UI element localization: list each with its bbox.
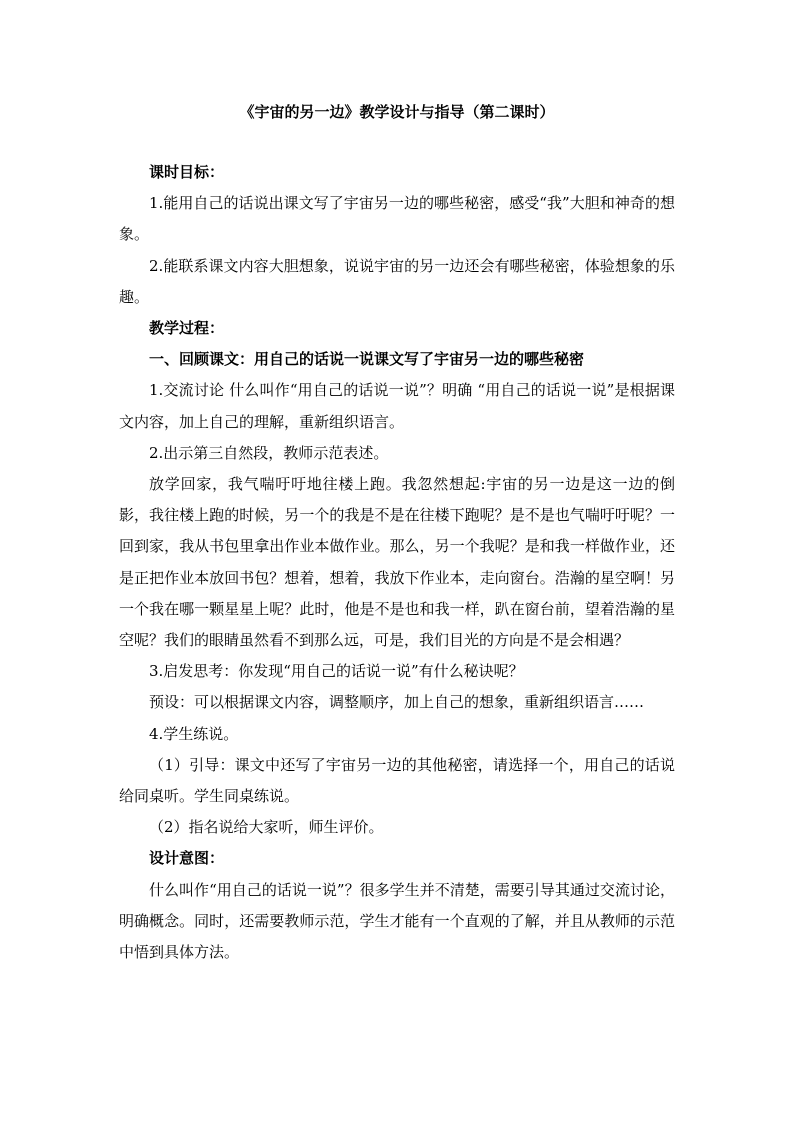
design-intent-paragraph: 什么叫作“用自己的话说一说”？很多学生并不清楚，需要引导其通过交流讨论，明确概念。同时，还需要教师示范，学生才能有一个直观的了解，并且从教师的示范中悟到具体方法。 <box>119 880 675 962</box>
step-heading-review: 一、回顾课文：用自己的话说一说课文写了宇宙另一边的哪些秘密 <box>149 350 585 369</box>
practice-sub-item-1: （1）引导：课文中还写了宇宙另一边的其他秘密，请选择一个，用自己的话说给同桌听。学生同桌练说。 <box>119 755 675 806</box>
step-item-demonstration: 2.出示第三自然段，教师示范表述。 <box>149 443 389 462</box>
section-heading-objectives: 课时目标： <box>149 163 225 181</box>
objective-item-1: 1.能用自己的话说出课文写了宇宙另一边的哪些秘密，感受“我”大胆和神奇的想象。 <box>119 194 675 244</box>
step-item-discussion: 1.交流讨论 什么叫作“用自己的话说一说”？明确 “用自己的话说一说”是根据课文内容，加上自己的理解，重新组织语言。 <box>119 381 675 431</box>
practice-sub-item-2: （2）指名说给大家听，师生评价。 <box>149 818 384 837</box>
sample-narrative-paragraph: 放学回家，我气喘吁吁地往楼上跑。我忽然想起:宇宙的另一边是这一边的倒影，我往楼上跑的时候，另一个的我是不是在往楼下跑呢？是不是也气喘吁吁呢？一回到家，我从书包里拿出作业本做作业。那么，另一个我呢？是和我一样做作业，还是正把作业本放回书包？想着，想着，我放下作业本，走向窗台。浩瀚的星空啊！另一个我在哪一颗星星上呢？此时，他是不是也和我一样，趴在窗台前，望着浩瀚的星空呢？我们的眼睛虽然看不到那么远，可是，我们目光的方向是不是会相遇？ <box>119 475 675 650</box>
objective-item-2: 2.能联系课文内容大胆想象，说说宇宙的另一边还会有哪些秘密，体验想象的乐趣。 <box>119 256 675 306</box>
document-body <box>119 157 675 968</box>
section-heading-design-intent: 设计意图： <box>149 849 225 868</box>
step-item-practice: 4.学生练说。 <box>149 724 239 743</box>
step-item-think: 3.启发思考：你发现“用自己的话说一说”有什么秘诀呢？ <box>149 662 524 681</box>
preset-answer: 预设：可以根据课文内容，调整顺序，加上自己的想象，重新组织语言…… <box>149 693 645 712</box>
section-heading-process: 教学过程： <box>149 319 225 338</box>
document-title: 《宇宙的另一边》教学设计与指导（第二课时） <box>239 103 555 121</box>
